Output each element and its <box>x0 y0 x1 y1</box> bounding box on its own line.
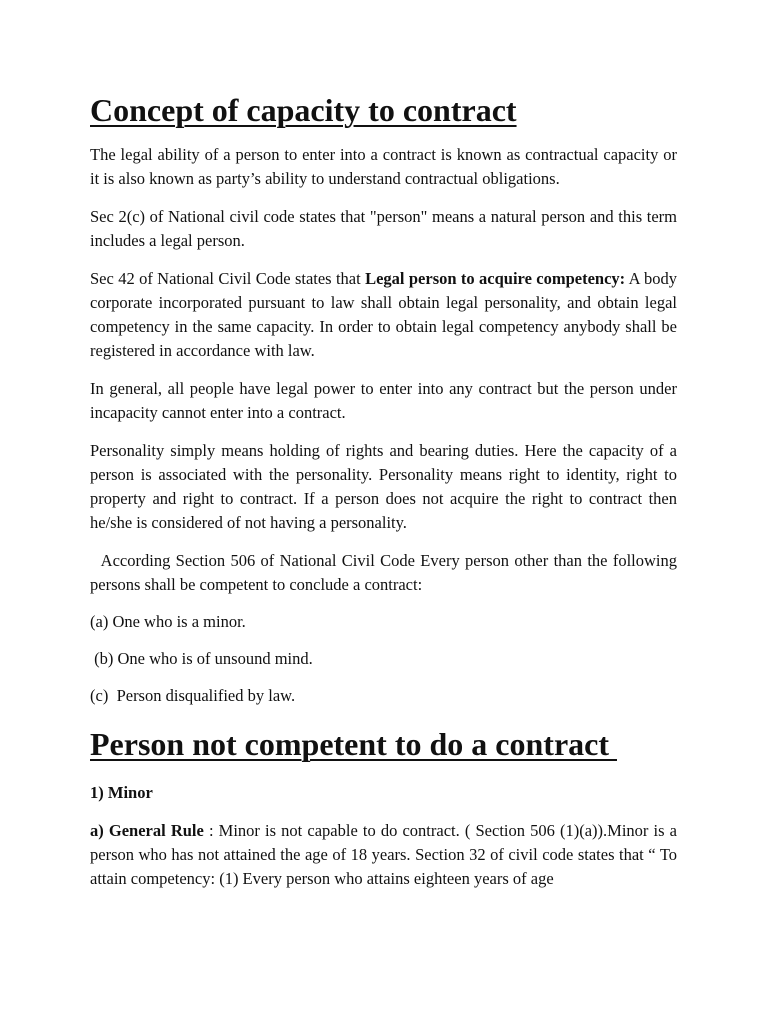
list-item-disqualified: (c) Person disqualified by law. <box>90 685 296 705</box>
paragraph-general-power: In general, all people have legal power to enter into any contract but the person under incapacity cannot enter into a contract. <box>90 378 677 422</box>
paragraph-sec-42 <box>90 267 677 363</box>
paragraph-contractual-capacity: The legal ability of a person to enter into a contract is known as contractual capacity or it is also known as party’s ability to understand contractual obligations. <box>90 144 677 188</box>
page-title: Concept of capacity to contract <box>90 92 517 128</box>
general-rule-text: : Minor is not capable to do contract. ( Section 506 (1)(a)).Minor is a person who has not attained the age of 18 years. Section 32 of civil code states that “ To attain competency: (1) Every person who attains eighteen years of age <box>90 820 678 888</box>
list-item-unsound-mind: (b) One who is of unsound mind. <box>90 648 313 668</box>
list-item-minor: (a) One who is a minor. <box>90 611 246 631</box>
paragraph-section-506: According Section 506 of National Civil Code Every person other than the following persons shall be competent to conclude a contract: <box>90 550 682 594</box>
subheading-minor: 1) Minor <box>90 782 153 802</box>
paragraph-general-rule <box>90 819 677 891</box>
sec-42-suffix: A body corporate incorporated pursuant to law shall obtain legal personality, and obtain legal competency in the same capacity. In order to obtain legal competency anybody shall be registered in accordance with law. <box>90 268 677 360</box>
section-heading-not-competent: Person not competent to do a contract <box>90 725 617 762</box>
paragraph-personality: Personality simply means holding of rights and bearing duties. Here the capacity of a person is associated with the personality. Personality means right to identity, right to property and right to contract. If a person does not acquire the right to contract then he/she is considered of not having a personality. <box>90 440 677 532</box>
paragraph-sec-2c: Sec 2(c) of National civil code states that "person" means a natural person and this term includes a legal person. <box>90 206 677 250</box>
general-rule-label: a) General Rule <box>90 820 204 840</box>
document-page <box>90 92 682 905</box>
sec-42-bold-term: Legal person to acquire competency: <box>365 268 626 288</box>
sec-42-prefix: Sec 42 of National Civil Code states that <box>90 268 366 288</box>
